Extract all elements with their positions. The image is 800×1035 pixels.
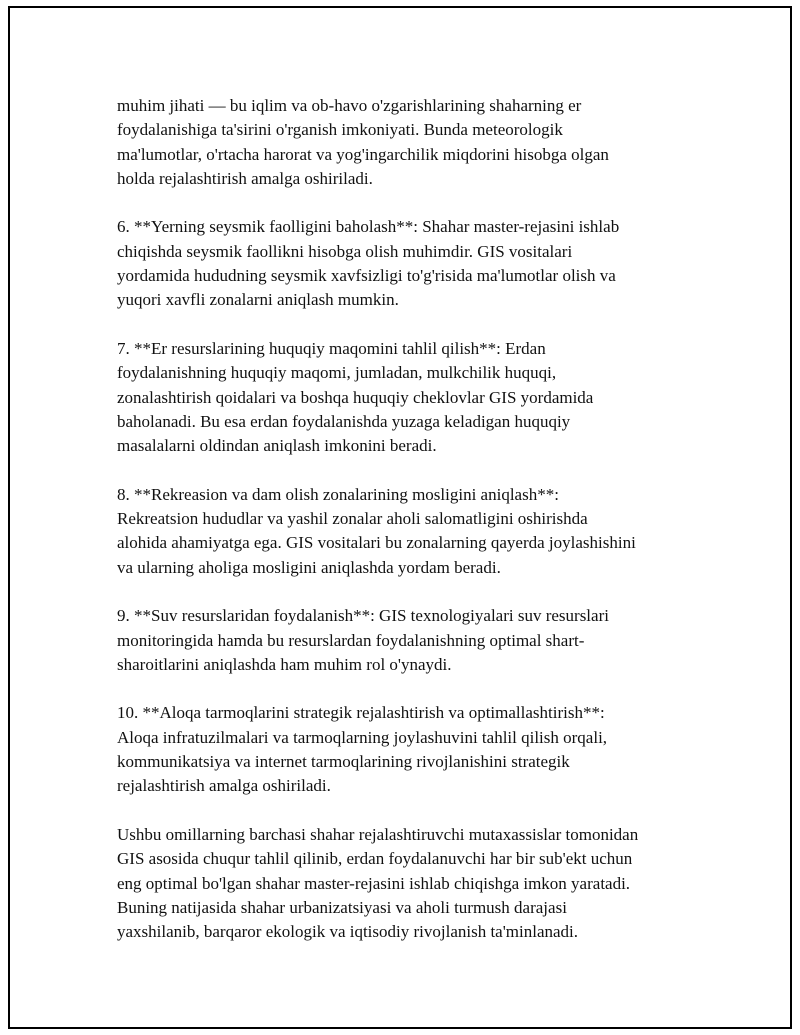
paragraph-item-8-recreation: 8. **Rekreasion va dam olish zonalarining mosligini aniqlash**: Rekreatsion hududlar va yashil zonalar aholi salomatligini oshirishda alohida ahamiyatga ega. GIS vositalari bu zonalarning qayerda joylashishini va ularning aholiga mosligini aniqlashda yordam beradi. bbox=[117, 484, 636, 577]
paragraph-item-7-legal-status: 7. **Er resurslarining huquqiy maqomini tahlil qilish**: Erdan foydalanishning huquqiy maqomi, jumladan, mulkchilik huquqi, zonalashtirish qoidalari va boshqa huquqiy cheklovlar GIS yordamida baholanadi. Bu esa erdan foydalanishda yuzaga keladigan huquqiy masalalarni oldindan aniqlash imkonini beradi. bbox=[117, 338, 594, 456]
document-body bbox=[117, 94, 707, 944]
paragraph-item-9-water: 9. **Suv resurslaridan foydalanish**: GIS texnologiyalari suv resurslari monitoringida hamda bu resurslardan foydalanishning optimal shart- sharoitlarini aniqlashda ham muhim rol o'ynaydi. bbox=[117, 606, 609, 674]
paragraph-item-6-seismic: 6. **Yerning seysmik faolligini baholash**: Shahar master-rejasini ishlab chiqishda seysmik faollikni hisobga olish muhimdir. GIS vositalari yordamida hududning seysmik xavfsizligi to'g'risida ma'lumotlar olish va yuqori xavfli zonalarni aniqlash mumkin. bbox=[117, 217, 620, 310]
paragraph-item-10-communications: 10. **Aloqa tarmoqlarini strategik rejalashtirish va optimallashtirish**: Aloqa infratuzilmalari va tarmoqlarning joylashuvini tahlil qilish orqali, kommunikatsiya va internet tarmoqlarining rivojlanishini strategik rejalashtirish amalga oshiriladi. bbox=[117, 703, 608, 796]
paragraph-climate-continuation: muhim jihati — bu iqlim va ob-havo o'zgarishlarining shaharning er foydalanishiga ta'sirini o'rganish imkoniyati. Bunda meteorologik ma'lumotlar, o'rtacha harorat va yog'ingarchilik miqdorini hisobga olgan holda rejalashtirish amalga oshiriladi. bbox=[117, 96, 609, 188]
paragraph-conclusion: Ushbu omillarning barchasi shahar rejalashtiruvchi mutaxassislar tomonidan GIS asosida chuqur tahlil qilinib, erdan foydalanuvchi har bir sub'ekt uchun eng optimal bo'lgan shahar master-rejasini ishlab chiqishga imkon yaratadi. Buning natijasida shahar urbanizatsiyasi va aholi turmush darajasi yaxshilanib, barqaror ekologik va iqtisodiy rivojlanish ta'minlanadi. bbox=[117, 824, 639, 942]
